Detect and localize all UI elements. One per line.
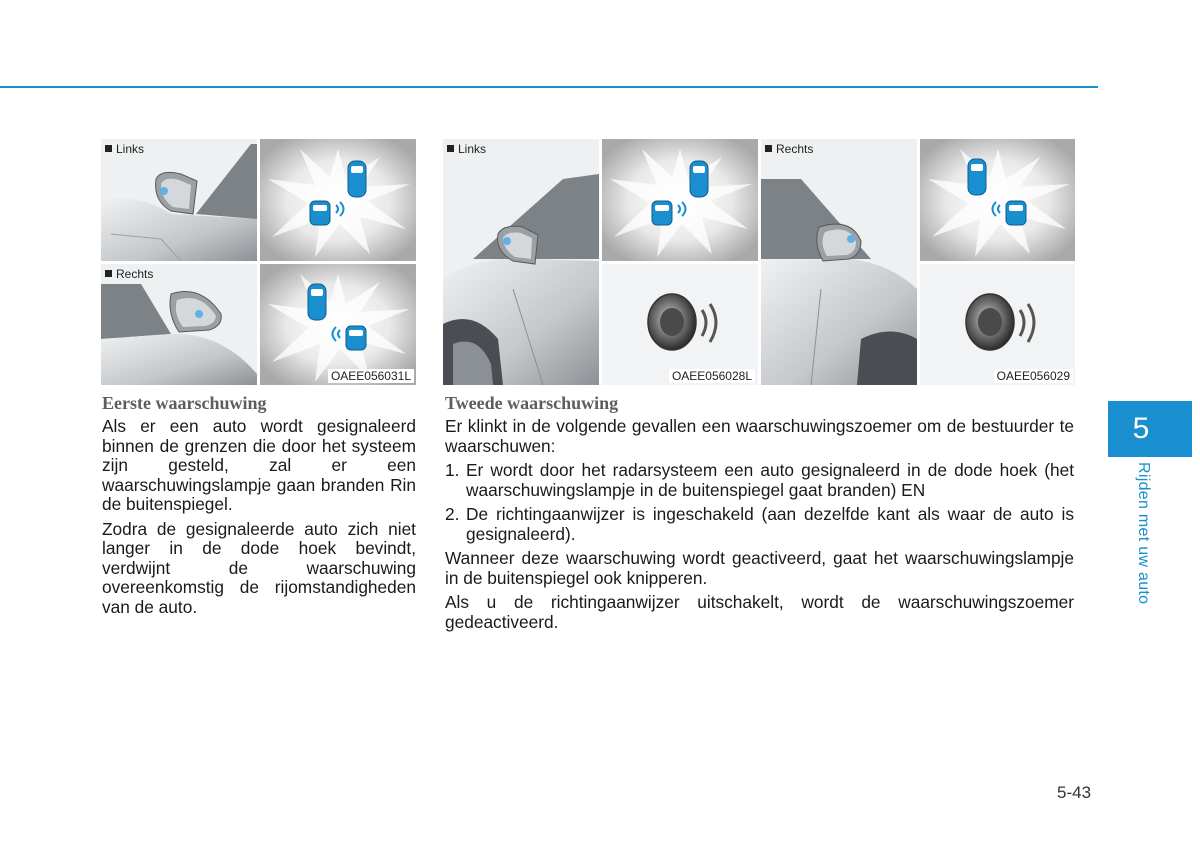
panel-label-right: Rechts bbox=[765, 142, 813, 156]
section-heading: Eerste waarschuwing bbox=[102, 393, 267, 413]
warning-panel-left bbox=[260, 139, 416, 261]
section-heading: Tweede waarschuwing bbox=[445, 393, 619, 413]
paragraph: Zodra de gesignaleerde auto zich niet langer in de dode hoek bevindt, verdwijnt de waarschuwing overeenkomstig de rijomstandigheden van de auto. bbox=[102, 518, 416, 617]
chapter-title-text: Rijden met uw auto bbox=[1135, 462, 1152, 605]
section-first-warning bbox=[102, 392, 416, 622]
car-panel-left bbox=[443, 139, 599, 385]
paragraph: Als u de richtingaanwijzer uitschakelt, wordt de waarschuwingszoemer gedeactiveerd. bbox=[445, 592, 1074, 632]
warning-panel-left bbox=[602, 139, 758, 261]
list-item bbox=[445, 505, 1074, 544]
figure-code: OAEE056031L bbox=[328, 369, 414, 383]
figure-code-right: OAEE056029 bbox=[994, 369, 1073, 383]
speaker-panel-left bbox=[602, 264, 758, 385]
chapter-number: 5 bbox=[1132, 412, 1150, 445]
list-text: Er wordt door het radarsysteem een auto gesignaleerd in de dode hoek (het waarschuwingslampje in de buitenspiegel gaat branden) EN bbox=[466, 460, 1074, 500]
panel-label-right: Rechts bbox=[105, 267, 153, 281]
figure-second-warning bbox=[443, 139, 1075, 385]
page-number: 5-43 bbox=[1057, 783, 1092, 802]
list-text: De richtingaanwijzer is ingeschakeld (aan dezelfde kant als waar de auto is gesignaleerd). bbox=[466, 504, 1074, 544]
panel-label-left: Links bbox=[105, 142, 144, 156]
section-second-warning bbox=[445, 392, 1074, 637]
header-rule bbox=[0, 86, 1098, 88]
panel-label-left: Links bbox=[447, 142, 486, 156]
figure-code-left: OAEE056028L bbox=[669, 369, 755, 383]
speaker-panel-right bbox=[920, 264, 1075, 385]
paragraph: Er klinkt in de volgende gevallen een waarschuwingszoemer om de bestuurder te waarschuwen: bbox=[445, 416, 1074, 456]
warning-panel-right bbox=[920, 139, 1075, 261]
paragraph: Als er een auto wordt gesignaleerd binnen de grenzen die door het systeem zijn gesteld, zal er een waarschuwingslampje gaan branden Rin de buitenspiegel. bbox=[102, 416, 416, 514]
list-number: 1. bbox=[445, 460, 460, 480]
mirror-panel-right bbox=[101, 264, 257, 385]
mirror-panel-left bbox=[101, 139, 257, 261]
figure-first-warning bbox=[101, 139, 416, 385]
paragraph: Wanneer deze waarschuwing wordt geactiveerd, gaat het waarschuwingslampje in de buitenspiegel ook knipperen. bbox=[445, 548, 1074, 588]
list-number: 2. bbox=[445, 504, 460, 524]
chapter-title bbox=[1130, 462, 1154, 622]
warning-panel-right bbox=[260, 264, 416, 385]
list-item bbox=[445, 461, 1074, 500]
car-panel-right bbox=[761, 139, 917, 385]
